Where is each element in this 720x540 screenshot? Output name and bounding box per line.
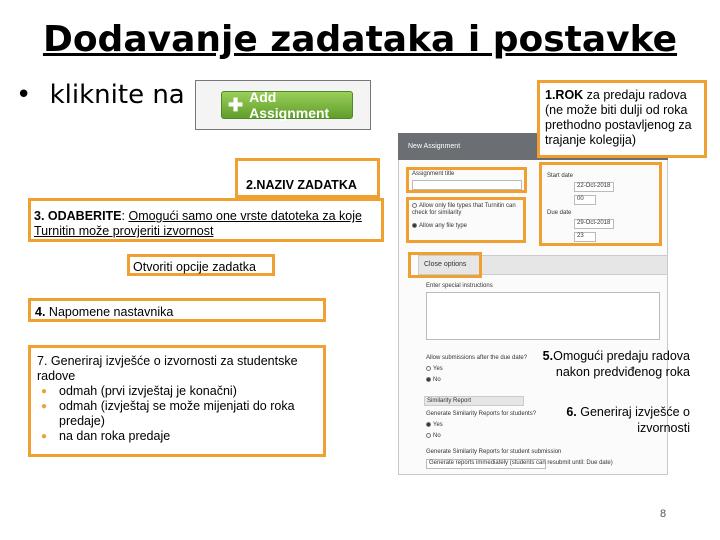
allow-only-text: Allow only file types that Turnitin can check for similarity bbox=[412, 203, 516, 217]
callout-deadline-number: 1.ROK bbox=[545, 88, 584, 102]
special-instructions-input[interactable] bbox=[426, 292, 660, 340]
callout-similarity-number: 6. bbox=[566, 405, 577, 419]
callout-assignment-title: 2.NAZIV ZADATKA bbox=[235, 158, 380, 198]
callout-notes-text: Napomene nastavnika bbox=[45, 305, 174, 319]
bullet-line bbox=[16, 80, 185, 110]
highlight-close-options bbox=[408, 252, 482, 278]
add-assignment-button[interactable] bbox=[221, 91, 353, 119]
report-option-item: ● odmah (izvještaj se može mijenjati do roka predaje) bbox=[59, 399, 317, 429]
report-option-item: ● odmah (prvi izvještaj je konačni) bbox=[59, 384, 317, 399]
radio-icon bbox=[426, 366, 431, 371]
allow-any-text: Allow any file type bbox=[419, 223, 468, 230]
callout-open-options: Otvoriti opcije zadatka bbox=[127, 254, 275, 276]
gen-yes-option[interactable] bbox=[426, 422, 443, 429]
callout-instructor-notes bbox=[28, 298, 326, 322]
callout-file-types bbox=[28, 198, 384, 242]
callout-report-heading: 7. Generiraj izvješće o izvornosti za studentske radove bbox=[37, 354, 298, 383]
late-yes-text: Yes bbox=[433, 366, 443, 373]
special-instructions-label: Enter special instructions bbox=[426, 283, 493, 289]
callout-similarity bbox=[540, 404, 690, 436]
due-time-input[interactable]: 23 bbox=[574, 232, 596, 242]
late-no-option[interactable] bbox=[426, 377, 441, 384]
callout-late-number: 5. bbox=[542, 349, 554, 363]
callout-deadline-text: za predaju radova (ne može biti dulji od roka prethodno postavljenog za trajanje kolegija) bbox=[545, 88, 692, 147]
callout-file-types-text: Omogući samo one vrste datoteka za koje Turnitin može provjeriti izvornost bbox=[34, 209, 362, 238]
page-number: 8 bbox=[660, 508, 667, 520]
late-submissions-label: Allow submissions after the due date? bbox=[426, 355, 528, 361]
bullet-text: kliknite na bbox=[49, 80, 185, 110]
highlight-file-type bbox=[406, 197, 526, 243]
callout-late-submissions bbox=[520, 348, 690, 380]
gen-no-text: No bbox=[433, 433, 441, 440]
radio-selected-icon bbox=[426, 422, 431, 427]
start-date-input[interactable]: 22-Oct-2018 bbox=[574, 182, 614, 192]
slide-title: Dodavanje zadataka i postavke bbox=[42, 19, 678, 60]
start-time-input[interactable]: 00 bbox=[574, 195, 596, 205]
assignment-title-label: Assignment title bbox=[412, 171, 455, 177]
callout-similarity-text: Generiraj izvješće o izvornosti bbox=[576, 405, 690, 435]
due-date-label: Due date bbox=[547, 210, 572, 216]
callout-deadline bbox=[537, 80, 707, 158]
callout-file-types-label: 3. ODABERITE bbox=[34, 209, 122, 223]
generate-submission-label: Generate Similarity Reports for student submission bbox=[426, 449, 562, 455]
generate-students-label: Generate Similarity Reports for students? bbox=[426, 411, 537, 417]
form-header: New Assignment bbox=[398, 133, 668, 160]
callout-notes-number: 4. bbox=[35, 305, 46, 319]
callout-file-types-colon: : bbox=[121, 209, 129, 223]
bullet-dot: • bbox=[16, 80, 32, 110]
callout-report-timing bbox=[28, 345, 326, 457]
radio-icon bbox=[426, 433, 431, 438]
gen-no-option[interactable] bbox=[426, 433, 441, 440]
generate-option-select[interactable]: Generate reports immediately (students can resubmit until: Due date) bbox=[426, 459, 546, 469]
due-date-input[interactable]: 29-Oct-2018 bbox=[574, 219, 614, 229]
highlight-dates bbox=[539, 162, 662, 246]
radio-selected-icon bbox=[426, 377, 431, 382]
start-date-label: Start date bbox=[547, 173, 574, 179]
close-options-label[interactable]: Close options bbox=[424, 261, 467, 268]
add-assignment-label: Add Assignment bbox=[249, 89, 330, 121]
late-yes-option[interactable] bbox=[426, 366, 443, 373]
callout-late-text: Omogući predaju radova nakon predviđenog roka bbox=[553, 349, 690, 379]
similarity-report-header: Similarity Report bbox=[424, 396, 524, 406]
late-no-text: No bbox=[433, 377, 441, 384]
gen-yes-text: Yes bbox=[433, 422, 443, 429]
report-option-item: ● na dan roka predaje bbox=[59, 429, 317, 444]
highlight-title-field bbox=[406, 167, 527, 193]
plus-icon: ✚ bbox=[228, 94, 244, 115]
